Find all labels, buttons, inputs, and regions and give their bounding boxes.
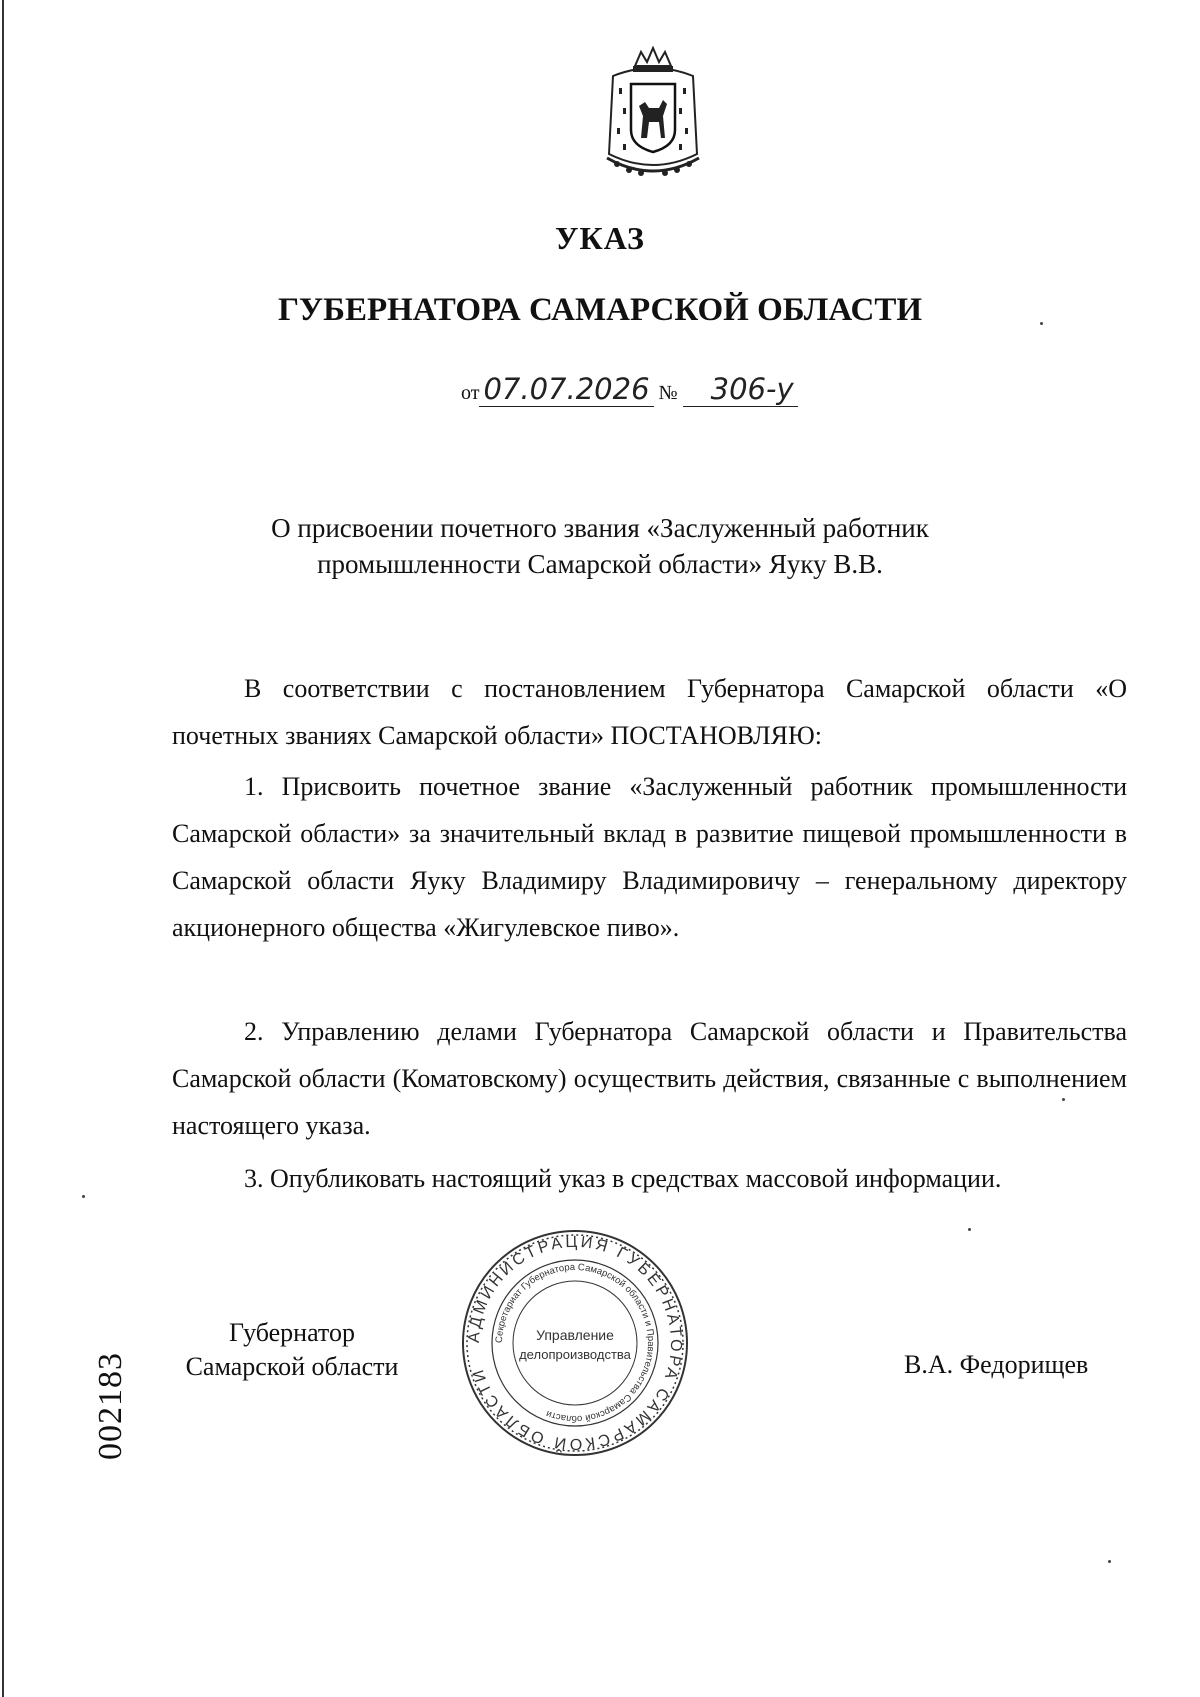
- scan-speck: [82, 1195, 85, 1198]
- seal-center-line-2: делопроизводства: [519, 1347, 631, 1362]
- preamble: В соответствии с постановлением Губернатора Самарской области «О почетных званиях Самарской области» ПОСТАНОВЛЯЮ:: [172, 674, 1127, 750]
- item-3: 3. Опубликовать настоящий указ в средствах массовой информации.: [244, 1164, 1002, 1193]
- scan-speck: [1040, 322, 1043, 325]
- number-prefix: №: [658, 382, 678, 404]
- decree-issuer: ГУБЕРНАТОРА САМАРСКОЙ ОБЛАСТИ: [277, 292, 923, 328]
- date-number-line: [461, 372, 798, 407]
- official-seal: [460, 1228, 690, 1458]
- item-2: 2. Управлению делами Губернатора Самарской области и Правительства Самарской области (Коматовскому) осуществить действия, связанные с выполнением настоящего указа.: [172, 1017, 1127, 1140]
- signatory-title-line-1: Губернатор: [229, 1318, 355, 1347]
- signatory-title-line-2: Самарской области: [185, 1352, 399, 1381]
- subject-line-2: промышленности Самарской области» Яуку В.В.: [317, 549, 883, 579]
- signatory-title: [172, 1316, 412, 1384]
- decree-title: УКАЗ: [555, 220, 645, 256]
- seal-outer-text: АДМИНИСТРАЦИЯ ГУБЕРНАТОРА САМАРСКОЙ ОБЛАСТИ: [465, 1233, 685, 1453]
- seal-center-line-1: Управление: [536, 1327, 614, 1343]
- scan-speck: [968, 1228, 971, 1231]
- decree-number: 306-у: [683, 372, 798, 407]
- scan-speck: [1108, 1560, 1111, 1563]
- decree-subject: [0, 510, 1200, 582]
- signatory-name: В.А. Федорищев: [904, 1350, 1089, 1379]
- serial-number: 002183: [92, 1352, 129, 1460]
- date-prefix: от: [461, 382, 480, 404]
- seal-inner-text: Секретариат Губернатора Самарской области и Правительства Самарской области: [493, 1261, 657, 1425]
- scan-speck: [1062, 1098, 1065, 1101]
- decree-date: 07.07.2026: [479, 372, 653, 407]
- item-1: 1. Присвоить почетное звание «Заслуженный работник промышленности Самарской области» за значительный вклад в развитие пищевой промышленности в Самарской области Яуку Владимиру Владимировичу – генеральному директору акционерного общества «Жигулевское пиво».: [172, 772, 1127, 942]
- subject-line-1: О присвоении почетного звания «Заслуженный работник: [271, 513, 929, 543]
- samara-coat-of-arms-icon: [593, 46, 713, 178]
